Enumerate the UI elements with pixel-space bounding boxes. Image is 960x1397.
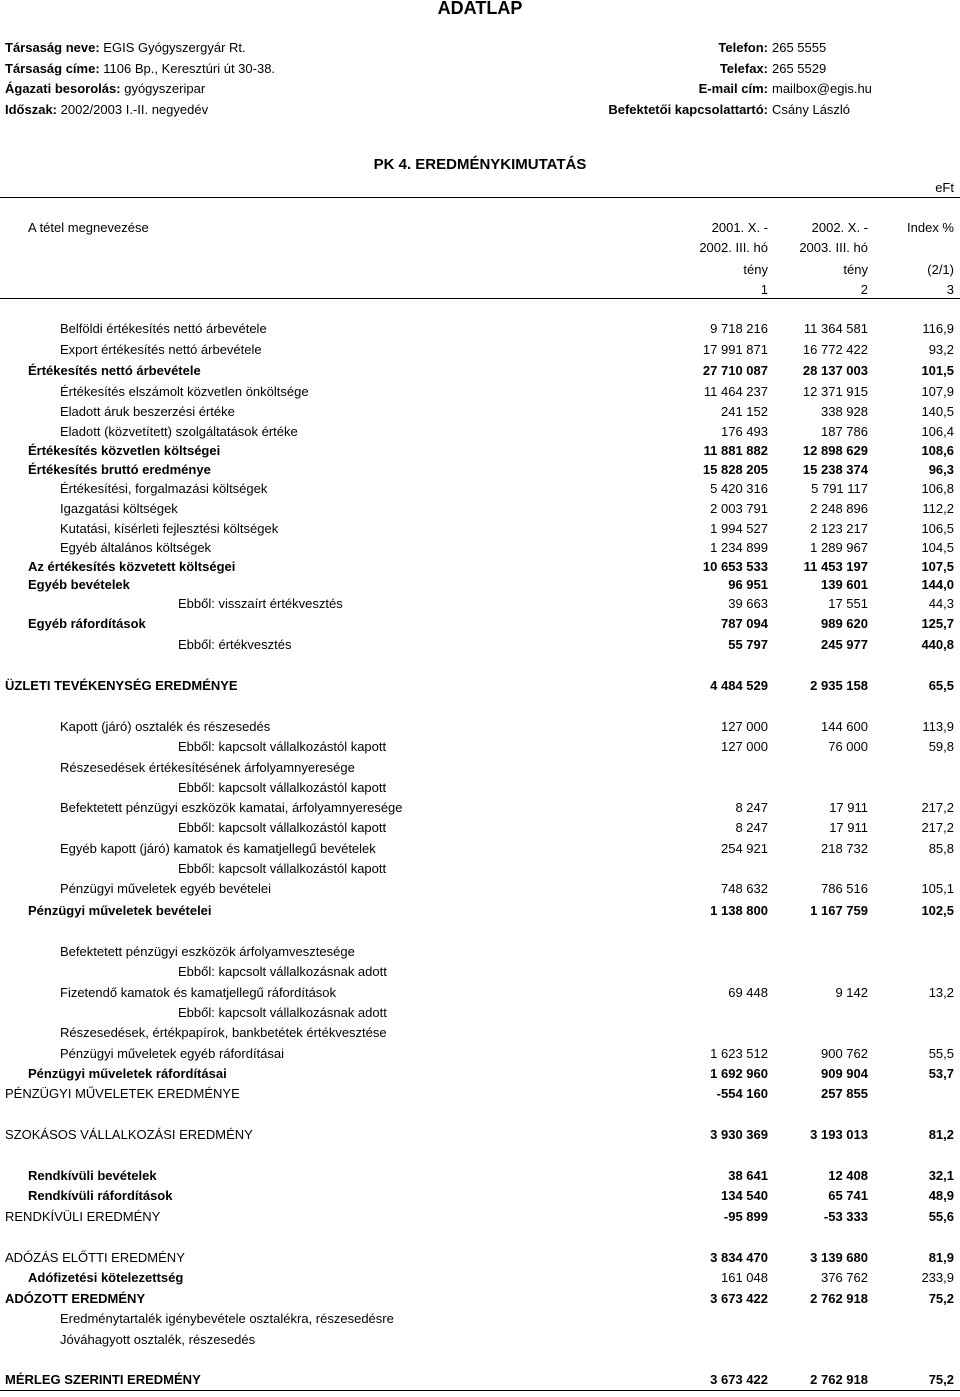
header-col1-line2: 2002. III. hó: [699, 240, 768, 255]
row-value-col1: 254 921: [721, 841, 768, 856]
table-row: [0, 361, 960, 381]
row-value-col2: 28 137 003: [802, 363, 868, 378]
row-label: Export értékesítés nettó árbevétele: [60, 342, 262, 357]
header-col2-line2: 2003. III. hó: [799, 240, 868, 255]
table-row: [0, 942, 960, 962]
row-value-col3: 107,5: [921, 559, 954, 574]
table-row: [0, 575, 960, 595]
row-value-col2: 909 904: [821, 1066, 868, 1081]
row-value-col2: 2 248 896: [810, 501, 868, 516]
row-value-col3: 116,9: [922, 321, 954, 336]
table-row: [0, 441, 960, 461]
row-label: Befektetett pénzügyi eszközök kamatai, árfolyamnyeresége: [60, 800, 403, 815]
table-row: [0, 422, 960, 442]
row-label: Egyéb ráfordítások: [28, 616, 146, 631]
currency-unit: eFt: [935, 180, 954, 195]
row-value-col2: 76 000: [828, 739, 868, 754]
table-row: [0, 962, 960, 982]
row-label: ÜZLETI TEVÉKENYSÉG EREDMÉNYE: [5, 678, 238, 693]
sector-value: gyógyszeripar: [124, 81, 206, 96]
row-value-col2: 139 601: [821, 577, 868, 592]
row-value-col2: 17 911: [829, 820, 868, 835]
row-value-col3: 108,6: [921, 443, 954, 458]
table-row: [0, 798, 960, 818]
row-label: Ebből: értékvesztés: [178, 637, 292, 652]
table-row: [0, 1330, 960, 1350]
row-label: Ebből: kapcsolt vállalkozástól kapott: [178, 780, 387, 795]
header-col2-num: 2: [860, 282, 868, 297]
row-value-col1: 1 234 899: [710, 540, 768, 555]
table-row: [0, 1207, 960, 1227]
table-row: [0, 319, 960, 339]
row-value-col1: 8 247: [735, 800, 768, 815]
table-row: [0, 557, 960, 577]
row-value-col1: 8 247: [735, 820, 768, 835]
row-value-col3: 233,9: [921, 1270, 954, 1285]
row-label: Egyéb általános költségek: [60, 540, 212, 555]
row-value-col3: 112,2: [922, 501, 954, 516]
row-label: Értékesítés nettó árbevétele: [28, 363, 201, 378]
row-value-col1: 5 420 316: [710, 481, 768, 496]
row-label: Ebből: kapcsolt vállalkozástól kapott: [178, 820, 387, 835]
row-label: Ebből: kapcsolt vállalkozásnak adott: [178, 964, 387, 979]
row-value-col2: 12 408: [828, 1168, 868, 1183]
table-row: [0, 1166, 960, 1186]
report-title: PK 4. EREDMÉNYKIMUTATÁS: [373, 156, 587, 173]
row-value-col1: 161 048: [721, 1270, 768, 1285]
row-value-col2: 5 791 117: [811, 481, 868, 496]
header-col3-num: 3: [946, 282, 954, 297]
header-col2-line1: 2002. X. -: [811, 220, 868, 235]
row-label: Pénzügyi műveletek egyéb ráfordításai: [60, 1046, 285, 1061]
row-label: Rendkívüli ráfordítások: [28, 1188, 173, 1203]
row-label: PÉNZÜGYI MŰVELETEK EREDMÉNYE: [5, 1086, 240, 1101]
period-label: Időszak:: [5, 101, 58, 117]
table-row: [0, 717, 960, 737]
table-row: [0, 538, 960, 558]
row-value-col2: 245 977: [821, 637, 868, 652]
row-value-col3: 55,5: [928, 1046, 954, 1061]
row-value-col2: -53 333: [823, 1209, 868, 1224]
row-label: Pénzügyi műveletek ráfordításai: [28, 1066, 227, 1081]
fax-label: Telefax:: [719, 60, 768, 76]
row-value-col3: 144,0: [921, 577, 954, 592]
row-value-col1: 69 448: [728, 985, 768, 1000]
table-row: [0, 676, 960, 696]
row-label: Eladott áruk beszerzési értéke: [60, 404, 235, 419]
row-value-col3: 107,9: [921, 384, 954, 399]
header-col3-line1: Index %: [907, 220, 954, 235]
row-value-col1: 787 094: [721, 616, 768, 631]
row-label: Kapott (járó) osztalék és részesedés: [60, 719, 271, 734]
table-row: [0, 1084, 960, 1104]
row-value-col2: 257 855: [821, 1086, 868, 1101]
row-value-col1: -95 899: [723, 1209, 768, 1224]
row-value-col2: 1 289 967: [810, 540, 868, 555]
table-row: [0, 1023, 960, 1043]
row-label: Kutatási, kísérleti fejlesztési költségek: [60, 521, 279, 536]
row-value-col1: -554 160: [716, 1086, 768, 1101]
company-address-label: Társaság címe:: [5, 60, 100, 76]
row-label: Adófizetési kötelezettség: [28, 1270, 184, 1285]
table-row: [0, 839, 960, 859]
row-label: Igazgatási költségek: [60, 501, 178, 516]
row-value-col3: 140,5: [921, 404, 954, 419]
row-label: Jóváhagyott osztalék, részesedés: [60, 1332, 256, 1347]
row-label: Ebből: kapcsolt vállalkozásnak adott: [178, 1005, 387, 1020]
row-label: Fizetendő kamatok és kamatjellegű ráfordítások: [60, 985, 337, 1000]
row-value-col3: 75,2: [928, 1372, 954, 1387]
row-label: ADÓZÁS ELŐTTI EREDMÉNY: [5, 1250, 185, 1265]
divider-header: [0, 298, 960, 299]
table-row: [0, 758, 960, 778]
row-label: Ebből: visszaírt értékvesztés: [178, 596, 343, 611]
email-label: E-mail cím:: [698, 81, 768, 96]
table-row: [0, 1309, 960, 1329]
row-value-col1: 176 493: [721, 424, 768, 439]
phone-value: 265 5555: [772, 40, 827, 55]
row-value-col1: 127 000: [721, 739, 768, 754]
table-row: [0, 983, 960, 1003]
divider-bottom: [0, 1390, 960, 1391]
period-value: 2002/2003 I.-II. negyedév: [60, 101, 209, 117]
row-label: Rendkívüli bevételek: [28, 1168, 157, 1183]
row-value-col3: 59,8: [928, 739, 954, 754]
company-address: 1106 Bp., Keresztúri út 30-38.: [103, 60, 276, 76]
row-label: Egyéb kapott (járó) kamatok és kamatjellegű bevételek: [60, 841, 376, 856]
row-value-col3: 93,2: [928, 342, 954, 357]
row-value-col3: 48,9: [928, 1188, 954, 1203]
row-value-col2: 1 167 759: [810, 903, 868, 918]
table-row: [0, 1370, 960, 1390]
table-row: [0, 499, 960, 519]
row-value-col2: 17 911: [829, 800, 868, 815]
row-value-col1: 96 951: [728, 577, 768, 592]
table-row: [0, 1064, 960, 1084]
row-label: Ebből: kapcsolt vállalkozástól kapott: [178, 861, 387, 876]
row-label: MÉRLEG SZERINTI EREDMÉNY: [5, 1372, 201, 1387]
table-row: [0, 1003, 960, 1023]
row-value-col3: 101,5: [921, 363, 954, 378]
row-value-col1: 127 000: [721, 719, 768, 734]
table-row: [0, 382, 960, 402]
table-row: [0, 737, 960, 757]
row-value-col3: 217,2: [921, 820, 954, 835]
row-label: Egyéb bevételek: [28, 577, 130, 592]
row-value-col1: 748 632: [721, 881, 768, 896]
table-row: [0, 879, 960, 899]
row-value-col3: 96,3: [928, 462, 954, 477]
company-name: EGIS Gyógyszergyár Rt.: [103, 40, 246, 55]
row-value-col3: 106,5: [921, 521, 954, 536]
row-label: Értékesítés közvetlen költségei: [28, 443, 221, 458]
table-row: [0, 1125, 960, 1145]
row-label: SZOKÁSOS VÁLLALKOZÁSI EREDMÉNY: [5, 1127, 253, 1142]
row-value-col3: 65,5: [928, 678, 954, 693]
row-value-col3: 13,2: [928, 985, 954, 1000]
table-row: [0, 635, 960, 655]
row-value-col2: 144 600: [821, 719, 868, 734]
table-row: [0, 594, 960, 614]
row-value-col2: 989 620: [821, 616, 868, 631]
row-value-col3: 217,2: [921, 800, 954, 815]
fax-value: 265 5529: [772, 60, 827, 76]
ir-contact-label: Befektetői kapcsolattartó:: [608, 101, 768, 117]
email-value: mailbox@egis.hu: [772, 81, 872, 96]
row-value-col3: 106,4: [921, 424, 954, 439]
row-value-col3: 81,9: [928, 1250, 954, 1265]
table-row: [0, 614, 960, 634]
row-value-col2: 376 762: [821, 1270, 868, 1285]
row-label: Eredménytartalék igénybevétele osztalékra, részesedésre: [60, 1311, 394, 1326]
row-value-col1: 55 797: [728, 637, 768, 652]
row-value-col3: 85,8: [928, 841, 954, 856]
row-value-col1: 3 834 470: [710, 1250, 768, 1265]
row-value-col3: 75,2: [928, 1291, 954, 1306]
row-value-col3: 125,7: [921, 616, 954, 631]
table-row: [0, 1186, 960, 1206]
row-value-col2: 12 371 915: [802, 384, 868, 399]
row-label: Belföldi értékesítés nettó árbevétele: [60, 321, 267, 336]
row-value-col2: 2 762 918: [810, 1291, 868, 1306]
row-label: Eladott (közvetített) szolgáltatások értéke: [60, 424, 298, 439]
row-label: Pénzügyi műveletek egyéb bevételei: [60, 881, 272, 896]
row-label: RENDKÍVÜLI EREDMÉNY: [5, 1209, 161, 1224]
row-value-col2: 2 123 217: [810, 521, 868, 536]
row-label: Értékesítés elszámolt közvetlen önköltsége: [60, 384, 309, 399]
row-value-col1: 1 692 960: [710, 1066, 768, 1081]
row-value-col1: 3 930 369: [710, 1127, 768, 1142]
row-value-col1: 38 641: [728, 1168, 768, 1183]
row-value-col2: 17 551: [828, 596, 868, 611]
row-value-col1: 2 003 791: [710, 501, 768, 516]
header-col2-line3: tény: [843, 262, 868, 277]
header-item-label: A tétel megnevezése: [28, 220, 149, 235]
row-value-col1: 1 994 527: [710, 521, 768, 536]
row-value-col3: 440,8: [921, 637, 954, 652]
row-value-col2: 786 516: [821, 881, 868, 896]
table-row: [0, 778, 960, 798]
row-value-col3: 55,6: [928, 1209, 954, 1224]
row-value-col1: 27 710 087: [702, 363, 768, 378]
page-title: ADATLAP: [437, 0, 523, 18]
row-value-col1: 39 663: [728, 596, 768, 611]
row-value-col2: 3 193 013: [810, 1127, 868, 1142]
header-col1-line3: tény: [743, 262, 768, 277]
table-row: [0, 519, 960, 539]
header-col3-line3: (2/1): [927, 262, 954, 277]
row-value-col2: 16 772 422: [802, 342, 868, 357]
row-value-col1: 15 828 205: [702, 462, 768, 477]
row-value-col3: 106,8: [921, 481, 954, 496]
row-value-col1: 3 673 422: [710, 1372, 768, 1387]
row-value-col2: 15 238 374: [802, 462, 868, 477]
row-value-col2: 2 935 158: [810, 678, 868, 693]
divider-top: [0, 197, 960, 198]
row-value-col1: 241 152: [721, 404, 768, 419]
row-value-col2: 12 898 629: [802, 443, 868, 458]
table-row: [0, 460, 960, 480]
row-label: Értékesítési, forgalmazási költségek: [60, 481, 268, 496]
row-label: Befektetett pénzügyi eszközök árfolyamvesztesége: [60, 944, 355, 959]
row-label: Részesedések, értékpapírok, bankbetétek értékvesztése: [60, 1025, 387, 1040]
row-label: ADÓZOTT EREDMÉNY: [5, 1291, 146, 1306]
row-label: Értékesítés bruttó eredménye: [28, 462, 211, 477]
row-value-col1: 17 991 871: [702, 342, 768, 357]
row-value-col1: 134 540: [721, 1188, 768, 1203]
row-value-col2: 2 762 918: [810, 1372, 868, 1387]
table-row: [0, 402, 960, 422]
header-col1-line1: 2001. X. -: [711, 220, 768, 235]
row-value-col1: 10 653 533: [702, 559, 768, 574]
table-row: [0, 901, 960, 921]
phone-label: Telefon:: [718, 40, 768, 55]
table-row: [0, 1248, 960, 1268]
table-row: [0, 1044, 960, 1064]
row-value-col1: 11 881 882: [703, 443, 768, 458]
row-value-col1: 1 138 800: [710, 903, 768, 918]
table-row: [0, 479, 960, 499]
row-value-col3: 53,7: [928, 1066, 954, 1081]
row-value-col3: 105,1: [921, 881, 954, 896]
row-value-col3: 81,2: [928, 1127, 954, 1142]
row-label: Az értékesítés közvetett költségei: [28, 559, 236, 574]
table-row: [0, 859, 960, 879]
company-name-label: Társaság neve:: [5, 40, 100, 55]
row-value-col1: 11 464 237: [703, 384, 768, 399]
row-value-col3: 113,9: [922, 719, 954, 734]
row-value-col2: 65 741: [828, 1188, 868, 1203]
row-label: Részesedések értékesítésének árfolyamnyeresége: [60, 760, 355, 775]
table-row: [0, 818, 960, 838]
row-value-col1: 3 673 422: [710, 1291, 768, 1306]
row-label: Ebből: kapcsolt vállalkozástól kapott: [178, 739, 387, 754]
sector-label: Ágazati besorolás:: [5, 81, 121, 96]
row-value-col3: 44,3: [928, 596, 954, 611]
row-value-col2: 900 762: [821, 1046, 868, 1061]
ir-contact-value: Csány László: [772, 101, 851, 117]
row-value-col2: 338 928: [821, 404, 868, 419]
row-value-col3: 104,5: [921, 540, 954, 555]
row-label: Pénzügyi műveletek bevételei: [28, 903, 212, 918]
contact-info: [0, 38, 960, 120]
row-value-col2: 3 139 680: [810, 1250, 868, 1265]
row-value-col2: 218 732: [821, 841, 868, 856]
row-value-col1: 1 623 512: [710, 1046, 768, 1061]
header-col1-num: 1: [760, 282, 768, 297]
row-value-col3: 32,1: [928, 1168, 954, 1183]
row-value-col2: 187 786: [821, 424, 868, 439]
row-value-col3: 102,5: [921, 903, 954, 918]
table-row: [0, 1289, 960, 1309]
row-value-col1: 9 718 216: [710, 321, 768, 336]
row-value-col2: 11 364 581: [803, 321, 868, 336]
row-value-col2: 9 142: [835, 985, 868, 1000]
row-value-col1: 4 484 529: [710, 678, 768, 693]
row-value-col2: 11 453 197: [803, 559, 868, 574]
table-row: [0, 340, 960, 360]
table-row: [0, 1268, 960, 1288]
